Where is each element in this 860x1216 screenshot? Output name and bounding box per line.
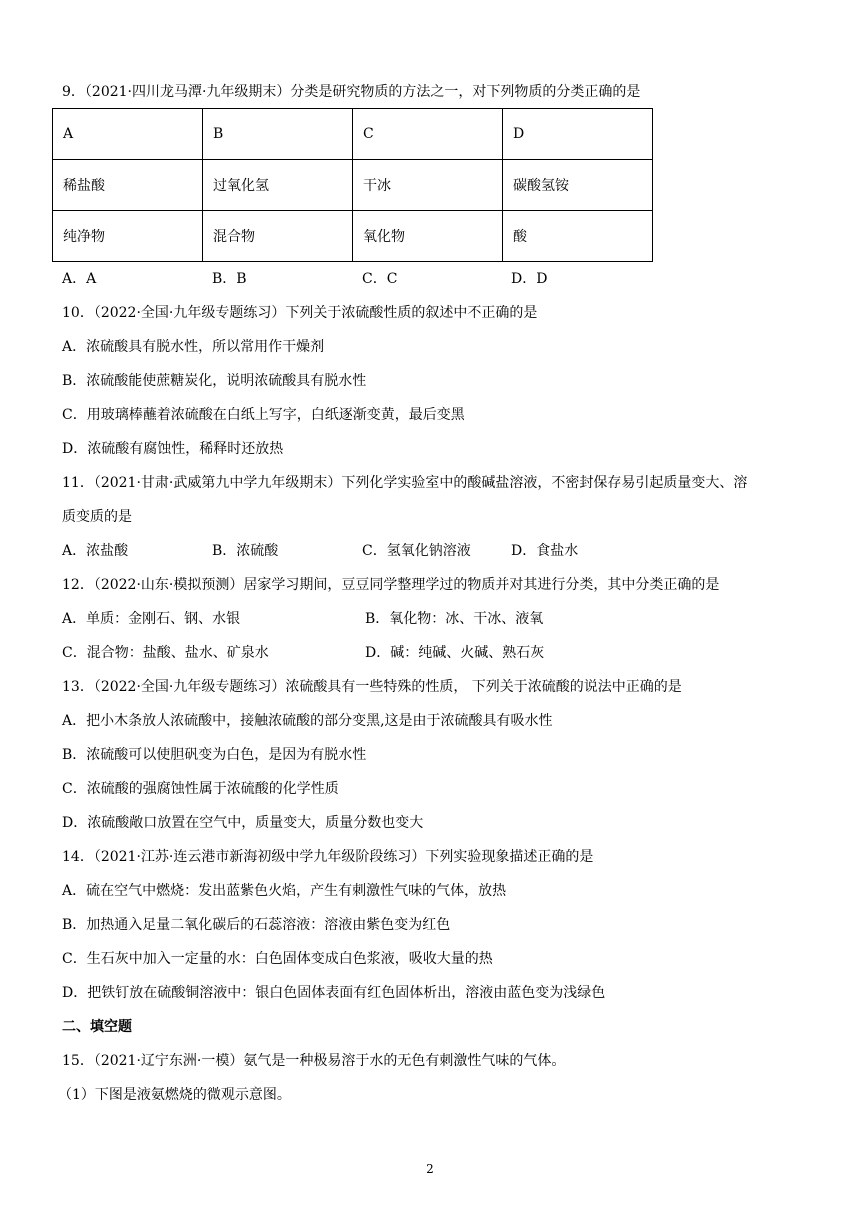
q9-stem: 9．（2021·四川龙马潭·九年级期末）分类是研究物质的方法之一，对下列物质的分类正确的是 [62, 84, 641, 100]
q11-option-d: D．食盐水 [511, 543, 579, 559]
q9-option-c: C．C [362, 271, 398, 287]
table-cell: 纯净物 [53, 211, 203, 262]
q14-option-d: D．把铁钉放在硫酸铜溶液中：银白色固体表面有红色固体析出，溶液由蓝色变为浅绿色 [62, 985, 606, 1001]
q12-option-b: B．氧化物：冰、干冰、液氧 [365, 611, 544, 627]
table-cell: A [53, 109, 203, 160]
q10-option-d: D．浓硫酸有腐蚀性，稀释时还放热 [62, 441, 284, 457]
q9-classification-table [52, 108, 653, 262]
section-heading: 二、填空题 [62, 1019, 132, 1035]
q13-option-a: A．把小木条放人浓硫酸中，接触浓硫酸的部分变黑,这是由于浓硫酸具有吸水性 [62, 713, 553, 729]
q11-stem-line2: 质变质的是 [62, 509, 132, 525]
q14-option-b: B．加热通入足量二氧化碳后的石蕊溶液：溶液由紫色变为红色 [62, 917, 451, 933]
q11-option-b: B．浓硫酸 [212, 543, 279, 559]
table-cell: 混合物 [203, 211, 353, 262]
q10-stem: 10．（2022·全国·九年级专题练习）下列关于浓硫酸性质的叙述中不正确的是 [62, 305, 538, 321]
q15-stem: 15．（2021·辽宁东洲·一模）氨气是一种极易溶于水的无色有刺激性气味的气体。 [62, 1053, 566, 1069]
table-row [53, 211, 653, 262]
q11-stem-line1: 11．（2021·甘肃·武威第九中学九年级期末）下列化学实验室中的酸碱盐溶液，不密封保存易引起质量变大、溶 [62, 475, 748, 491]
q12-option-a: A．单质：金刚石、钢、水银 [62, 611, 241, 627]
table-cell: 干冰 [353, 160, 503, 211]
table-cell: D [503, 109, 653, 160]
q13-option-c: C．浓硫酸的强腐蚀性属于浓硫酸的化学性质 [62, 781, 339, 797]
q10-option-b: B．浓硫酸能使蔗糖炭化，说明浓硫酸具有脱水性 [62, 373, 367, 389]
q14-stem: 14．（2021·江苏·连云港市新海初级中学九年级阶段练习）下列实验现象描述正确的是 [62, 849, 594, 865]
q15-sub1: （1）下图是液氨燃烧的微观示意图。 [58, 1087, 291, 1103]
q12-stem: 12．（2022·山东·模拟预测）居家学习期间，豆豆同学整理学过的物质并对其进行分类，其中分类正确的是 [62, 577, 720, 593]
q14-option-a: A．硫在空气中燃烧：发出蓝紫色火焰，产生有刺激性气味的气体，放热 [62, 883, 507, 899]
q10-option-c: C．用玻璃棒蘸着浓硫酸在白纸上写字，白纸逐渐变黄，最后变黑 [62, 407, 465, 423]
table-row [53, 109, 653, 160]
table-cell: 酸 [503, 211, 653, 262]
q13-option-d: D．浓硫酸敞口放置在空气中，质量变大，质量分数也变大 [62, 815, 424, 831]
q14-option-c: C．生石灰中加入一定量的水：白色固体变成白色浆液，吸收大量的热 [62, 951, 493, 967]
q13-stem: 13．（2022·全国·九年级专题练习）浓硫酸具有一些特殊的性质， 下列关于浓硫酸的说法中正确的是 [62, 679, 682, 695]
table-cell: C [353, 109, 503, 160]
q11-option-c: C．氢氧化钠溶液 [362, 543, 471, 559]
q10-option-a: A．浓硫酸具有脱水性，所以常用作干燥剂 [62, 339, 325, 355]
q9-option-b: B．B [212, 271, 247, 287]
table-cell: 过氧化氢 [203, 160, 353, 211]
q12-option-d: D．碱：纯碱、火碱、熟石灰 [365, 645, 545, 661]
table-cell: 碳酸氢铵 [503, 160, 653, 211]
table-cell: 稀盐酸 [53, 160, 203, 211]
page-number: 2 [426, 1162, 434, 1176]
q9-option-d: D．D [511, 271, 548, 287]
table-row [53, 160, 653, 211]
table-cell: 氧化物 [353, 211, 503, 262]
q9-option-a: A．A [62, 271, 97, 287]
q11-option-a: A．浓盐酸 [62, 543, 129, 559]
table-cell: B [203, 109, 353, 160]
q12-option-c: C．混合物：盐酸、盐水、矿泉水 [62, 645, 269, 661]
q13-option-b: B．浓硫酸可以使胆矾变为白色，是因为有脱水性 [62, 747, 367, 763]
